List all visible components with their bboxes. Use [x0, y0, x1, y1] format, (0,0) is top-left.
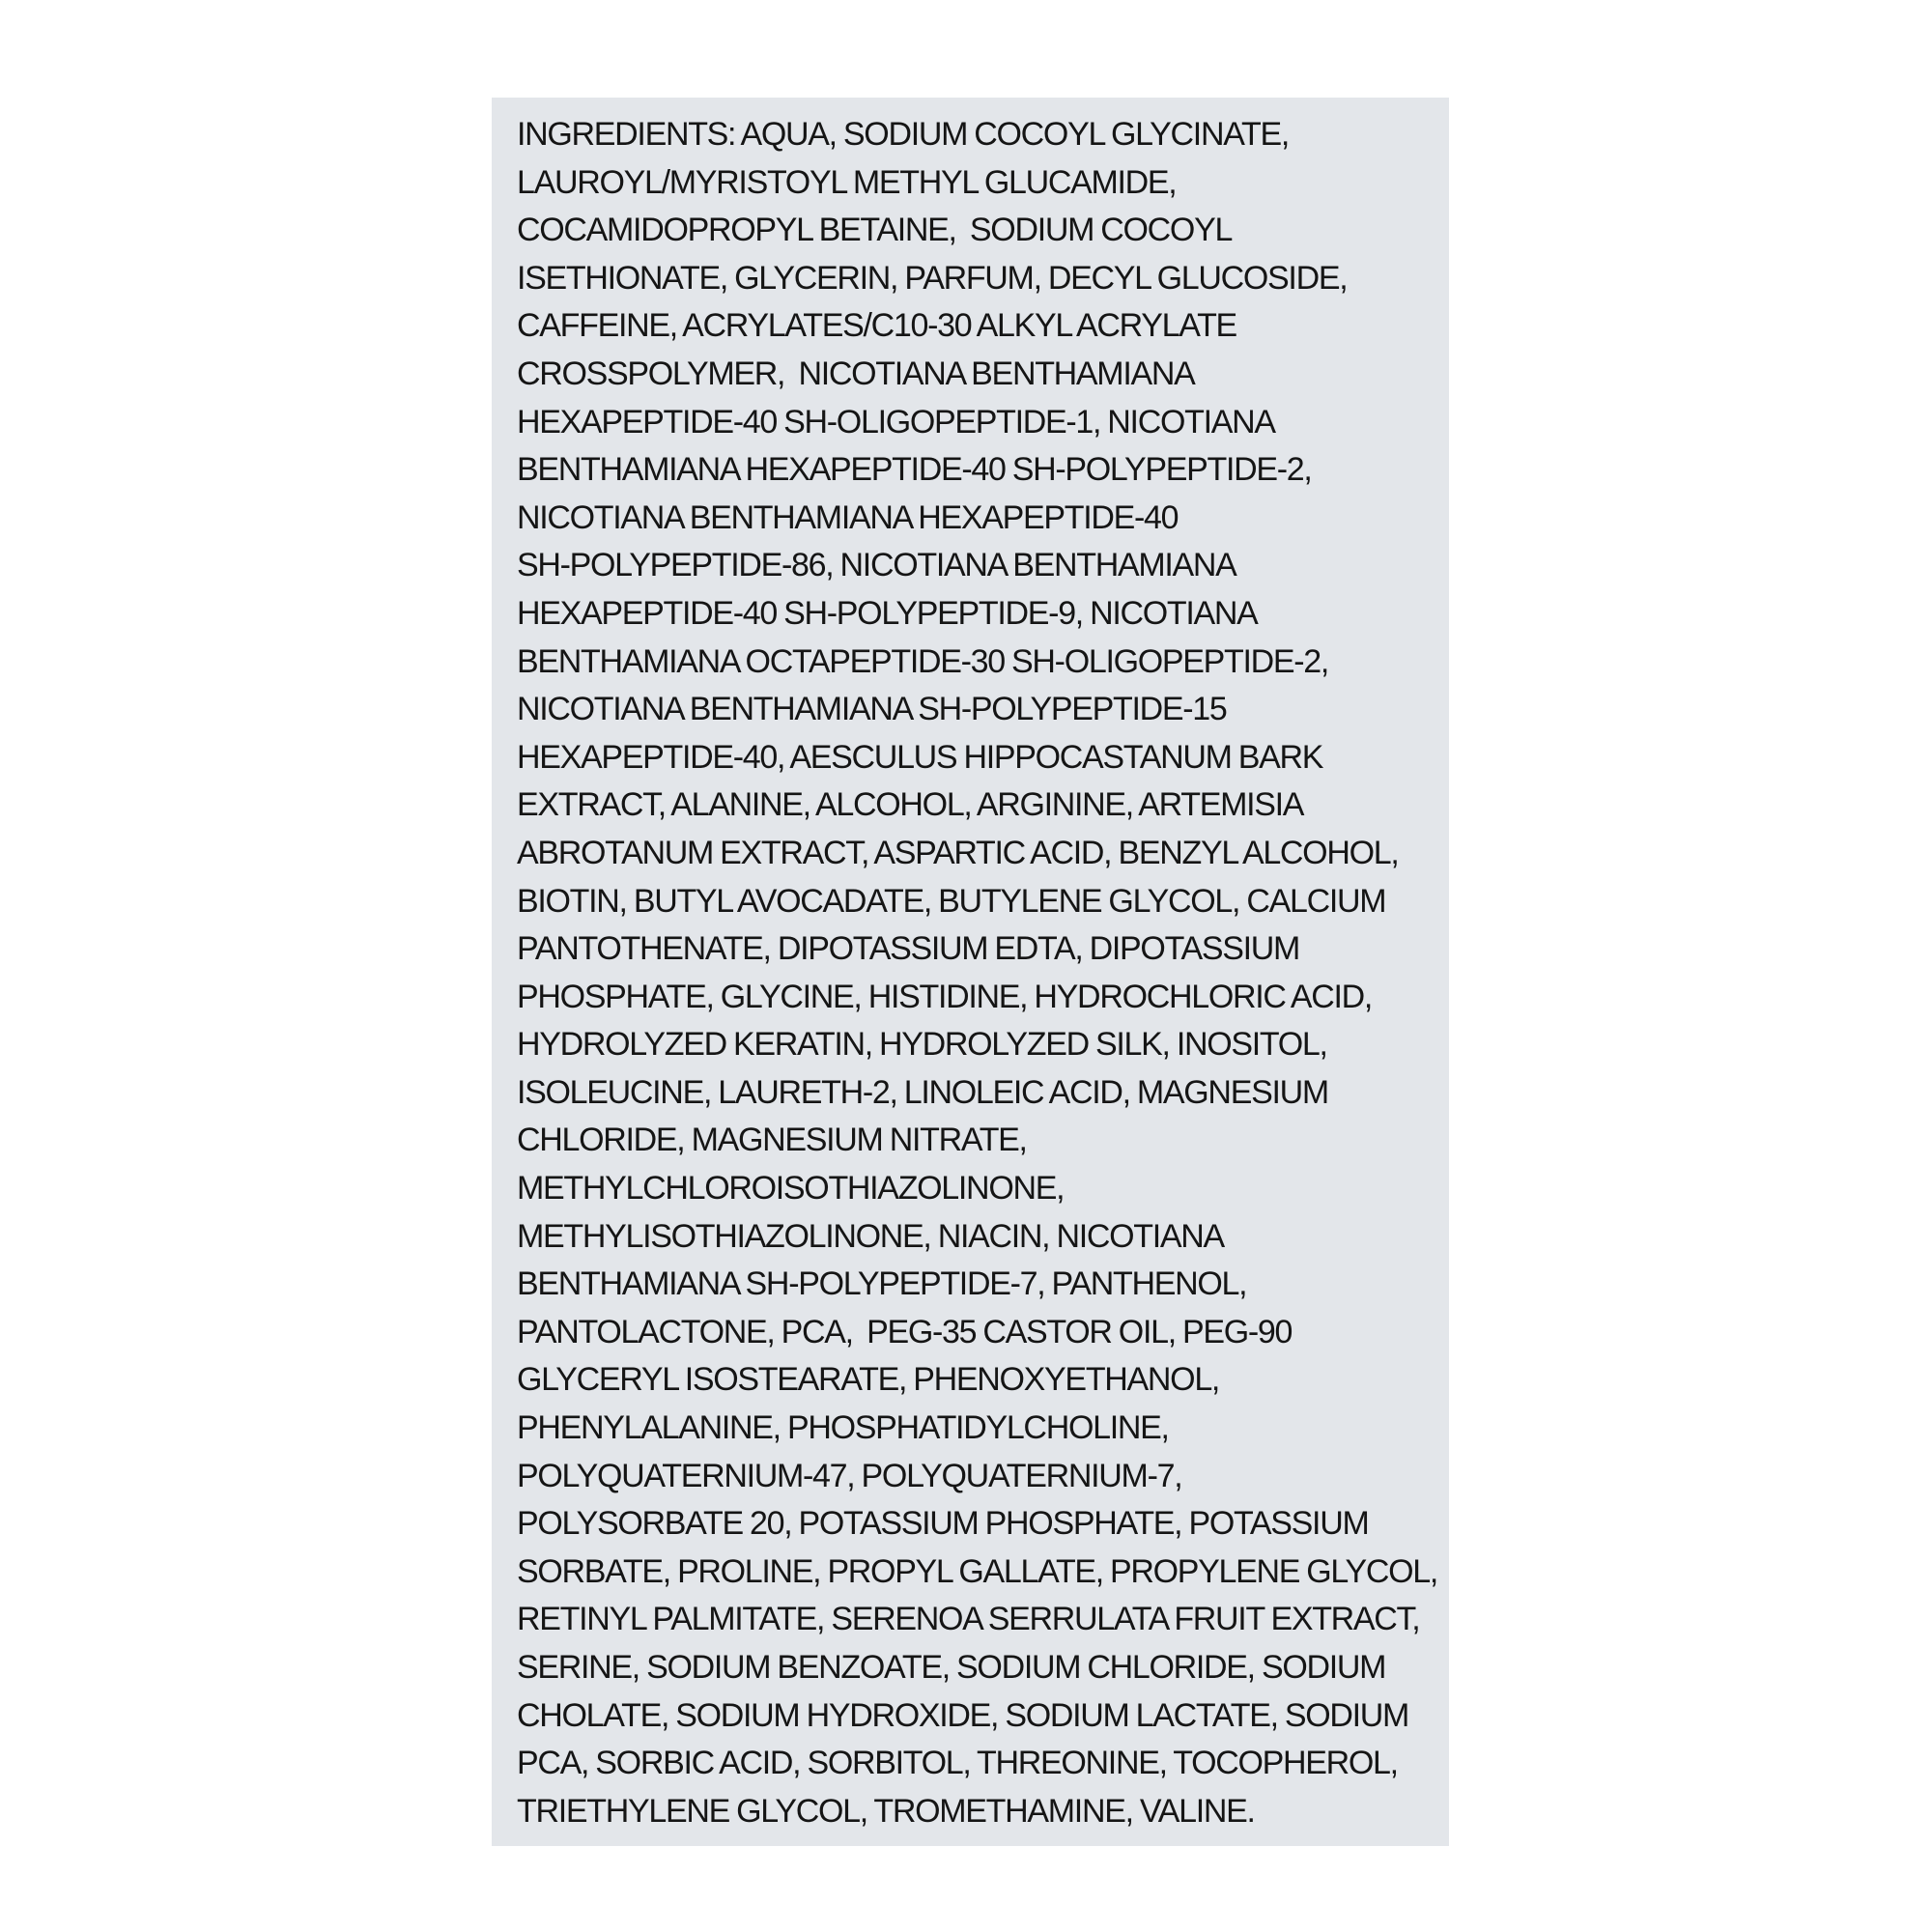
ingredients-line: HEXAPEPTIDE-40, AESCULUS HIPPOCASTANUM BARK	[517, 738, 1323, 776]
ingredients-line: BENTHAMIANA HEXAPEPTIDE-40 SH-POLYPEPTIDE-2,	[517, 451, 1312, 489]
ingredients-line: PANTOLACTONE, PCA, PEG-35 CASTOR OIL, PEG-90	[517, 1313, 1293, 1350]
ingredients-line: RETINYL PALMITATE, SERENOA SERRULATA FRUIT EXTRACT,	[517, 1601, 1420, 1638]
ingredients-line: EXTRACT, ALANINE, ALCOHOL, ARGININE, ARTEMISIA	[517, 786, 1304, 824]
ingredients-line: CHOLATE, SODIUM HYDROXIDE, SODIUM LACTATE, SODIUM	[517, 1696, 1409, 1734]
ingredients-line: CHLORIDE, MAGNESIUM NITRATE,	[517, 1122, 1027, 1159]
ingredients-label-panel	[492, 98, 1449, 1846]
ingredients-line: GLYCERYL ISOSTEARATE, PHENOXYETHANOL,	[517, 1361, 1220, 1399]
ingredients-line: POLYSORBATE 20, POTASSIUM PHOSPHATE, POTASSIUM	[517, 1505, 1369, 1543]
ingredients-line: TRIETHYLENE GLYCOL, TROMETHAMINE, VALINE.	[517, 1792, 1255, 1830]
ingredients-line: METHYLCHLOROISOTHIAZOLINONE,	[517, 1170, 1065, 1208]
ingredients-line: PANTOTHENATE, DIPOTASSIUM EDTA, DIPOTASSIUM	[517, 930, 1300, 968]
ingredients-line: HEXAPEPTIDE-40 SH-OLIGOPEPTIDE-1, NICOTIANA	[517, 403, 1275, 440]
ingredients-line: HYDROLYZED KERATIN, HYDROLYZED SILK, INOSITOL,	[517, 1026, 1327, 1064]
ingredients-line: COCAMIDOPROPYL BETAINE, SODIUM COCOYL	[517, 212, 1233, 249]
ingredients-line: BENTHAMIANA OCTAPEPTIDE-30 SH-OLIGOPEPTIDE-2,	[517, 642, 1329, 680]
ingredients-line: LAUROYL/MYRISTOYL METHYL GLUCAMIDE,	[517, 163, 1177, 201]
ingredients-line: HEXAPEPTIDE-40 SH-POLYPEPTIDE-9, NICOTIANA	[517, 594, 1258, 632]
ingredients-line: CAFFEINE, ACRYLATES/C10-30 ALKYL ACRYLATE	[517, 307, 1236, 345]
ingredients-line: ABROTANUM EXTRACT, ASPARTIC ACID, BENZYL ALCOHOL,	[517, 834, 1399, 871]
ingredients-line: PHOSPHATE, GLYCINE, HISTIDINE, HYDROCHLORIC ACID,	[517, 978, 1373, 1015]
ingredients-line: SERINE, SODIUM BENZOATE, SODIUM CHLORIDE, SODIUM	[517, 1649, 1386, 1686]
ingredients-text-block	[517, 111, 1437, 1835]
ingredients-line: PHENYLALANINE, PHOSPHATIDYLCHOLINE,	[517, 1409, 1169, 1447]
ingredients-line: BENTHAMIANA SH-POLYPEPTIDE-7, PANTHENOL,	[517, 1265, 1247, 1303]
ingredients-line: POLYQUATERNIUM-47, POLYQUATERNIUM-7,	[517, 1457, 1182, 1494]
ingredients-line: ISETHIONATE, GLYCERIN, PARFUM, DECYL GLUCOSIDE,	[517, 259, 1348, 297]
ingredients-line: NICOTIANA BENTHAMIANA SH-POLYPEPTIDE-15	[517, 691, 1227, 728]
ingredients-line: PCA, SORBIC ACID, SORBITOL, THREONINE, TOCOPHEROL,	[517, 1745, 1398, 1782]
ingredients-line: NICOTIANA BENTHAMIANA HEXAPEPTIDE-40	[517, 498, 1179, 536]
ingredients-line: METHYLISOTHIAZOLINONE, NIACIN, NICOTIANA	[517, 1217, 1224, 1255]
ingredients-line: ISOLEUCINE, LAURETH-2, LINOLEIC ACID, MAGNESIUM	[517, 1073, 1328, 1111]
ingredients-line: INGREDIENTS: AQUA, SODIUM COCOYL GLYCINATE,	[517, 116, 1290, 153]
ingredients-line: SORBATE, PROLINE, PROPYL GALLATE, PROPYLENE GLYCOL,	[517, 1552, 1437, 1590]
ingredients-line: CROSSPOLYMER, NICOTIANA BENTHAMIANA	[517, 355, 1195, 392]
ingredients-line: SH-POLYPEPTIDE-86, NICOTIANA BENTHAMIANA	[517, 547, 1236, 584]
ingredients-line: BIOTIN, BUTYL AVOCADATE, BUTYLENE GLYCOL, CALCIUM	[517, 882, 1386, 920]
